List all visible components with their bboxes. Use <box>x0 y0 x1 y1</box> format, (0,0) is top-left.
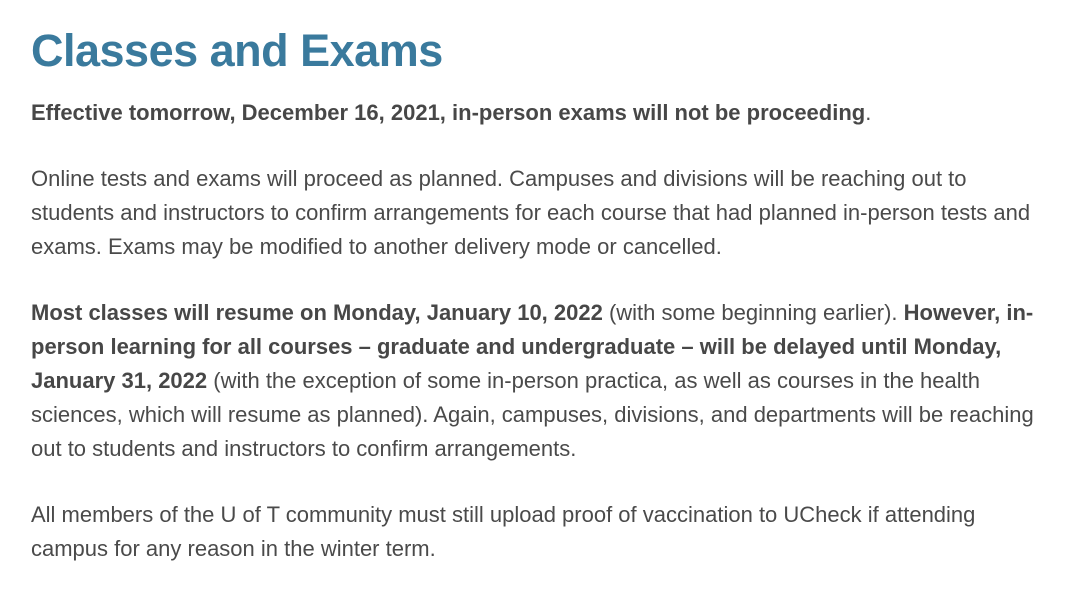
paragraph <box>31 498 1049 566</box>
paragraph <box>31 162 1049 264</box>
paragraph-segment: . <box>865 100 872 126</box>
paragraph-segment: Online tests and exams will proceed as planned. Campuses and divisions will be reaching out to students and instructors to confirm arrangements for each course that had planned in-person tests and exams. Exams may be modified to another delivery mode or cancelled. <box>31 166 1031 260</box>
announcement-body <box>31 96 1049 566</box>
page-title: Classes and Exams <box>31 25 443 76</box>
paragraph-segment-bold: Effective tomorrow, December 16, 2021, in-person exams will not be proceeding <box>31 100 866 126</box>
paragraph-segment: (with the exception of some in-person practica, as well as courses in the health sciences, which will resume as planned). Again, campuses, divisions, and departments will be reaching out to students and instructors to confirm arrangements. <box>31 368 1034 462</box>
paragraph-segment-bold: Most classes will resume on Monday, January 10, 2022 <box>31 300 603 326</box>
paragraph <box>31 296 1049 466</box>
paragraph-segment: All members of the U of T community must still upload proof of vaccination to UCheck if attending campus for any reason in the winter term. <box>31 502 976 562</box>
paragraph <box>31 96 1049 130</box>
paragraph-segment: (with some beginning earlier). <box>602 300 904 326</box>
paragraph-segment-bold: However, in-person learning for all courses – graduate and undergraduate – will be delayed until Monday, January 31, 2022 <box>31 300 1034 394</box>
